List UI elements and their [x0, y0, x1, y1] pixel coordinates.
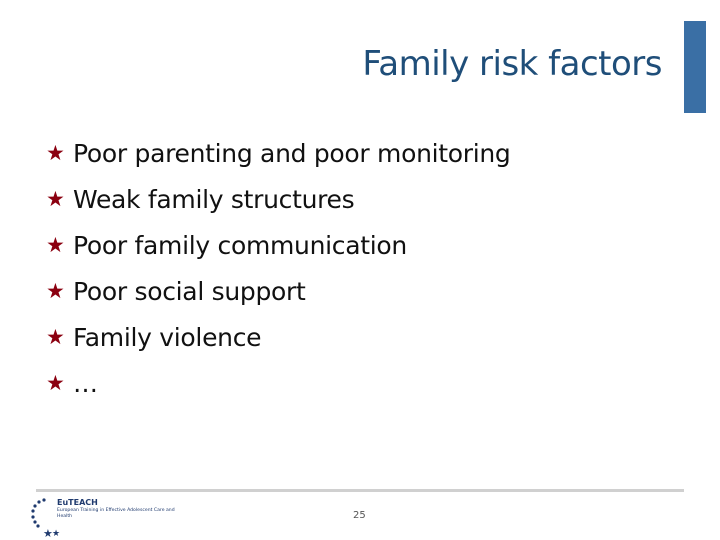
svg-text:★: ★ [43, 527, 53, 538]
title-accent-bar [684, 21, 706, 113]
bullet-item [46, 130, 511, 176]
bullet-text: Weak family structures [73, 184, 355, 214]
star-icon: ★ [46, 370, 65, 395]
bullet-text: Poor family communication [73, 230, 407, 260]
bullet-item [46, 176, 511, 222]
bullet-list [46, 130, 511, 406]
bullet-text: Family violence [73, 322, 262, 352]
euteach-logo [30, 494, 190, 538]
star-icon: ★ [46, 140, 65, 165]
bullet-item [46, 268, 511, 314]
bullet-item [46, 314, 511, 360]
bullet-text: Poor parenting and poor monitoring [73, 138, 511, 168]
bullet-text: … [73, 368, 98, 398]
page-number: 25 [353, 510, 366, 521]
svg-text:★: ★ [52, 529, 60, 538]
euteach-stars-logo-icon [30, 494, 60, 538]
slide-title: Family risk factors [362, 44, 662, 84]
bullet-item [46, 360, 511, 406]
star-icon: ★ [46, 324, 65, 349]
logo-tagline: European Training in Effective Adolescent Care and Health [57, 508, 175, 519]
logo-name: EuTEACH [57, 498, 98, 507]
bullet-item [46, 222, 511, 268]
star-icon: ★ [46, 186, 65, 211]
star-icon: ★ [46, 232, 65, 257]
footer-divider [36, 489, 684, 492]
star-icon: ★ [46, 278, 65, 303]
bullet-text: Poor social support [73, 276, 306, 306]
